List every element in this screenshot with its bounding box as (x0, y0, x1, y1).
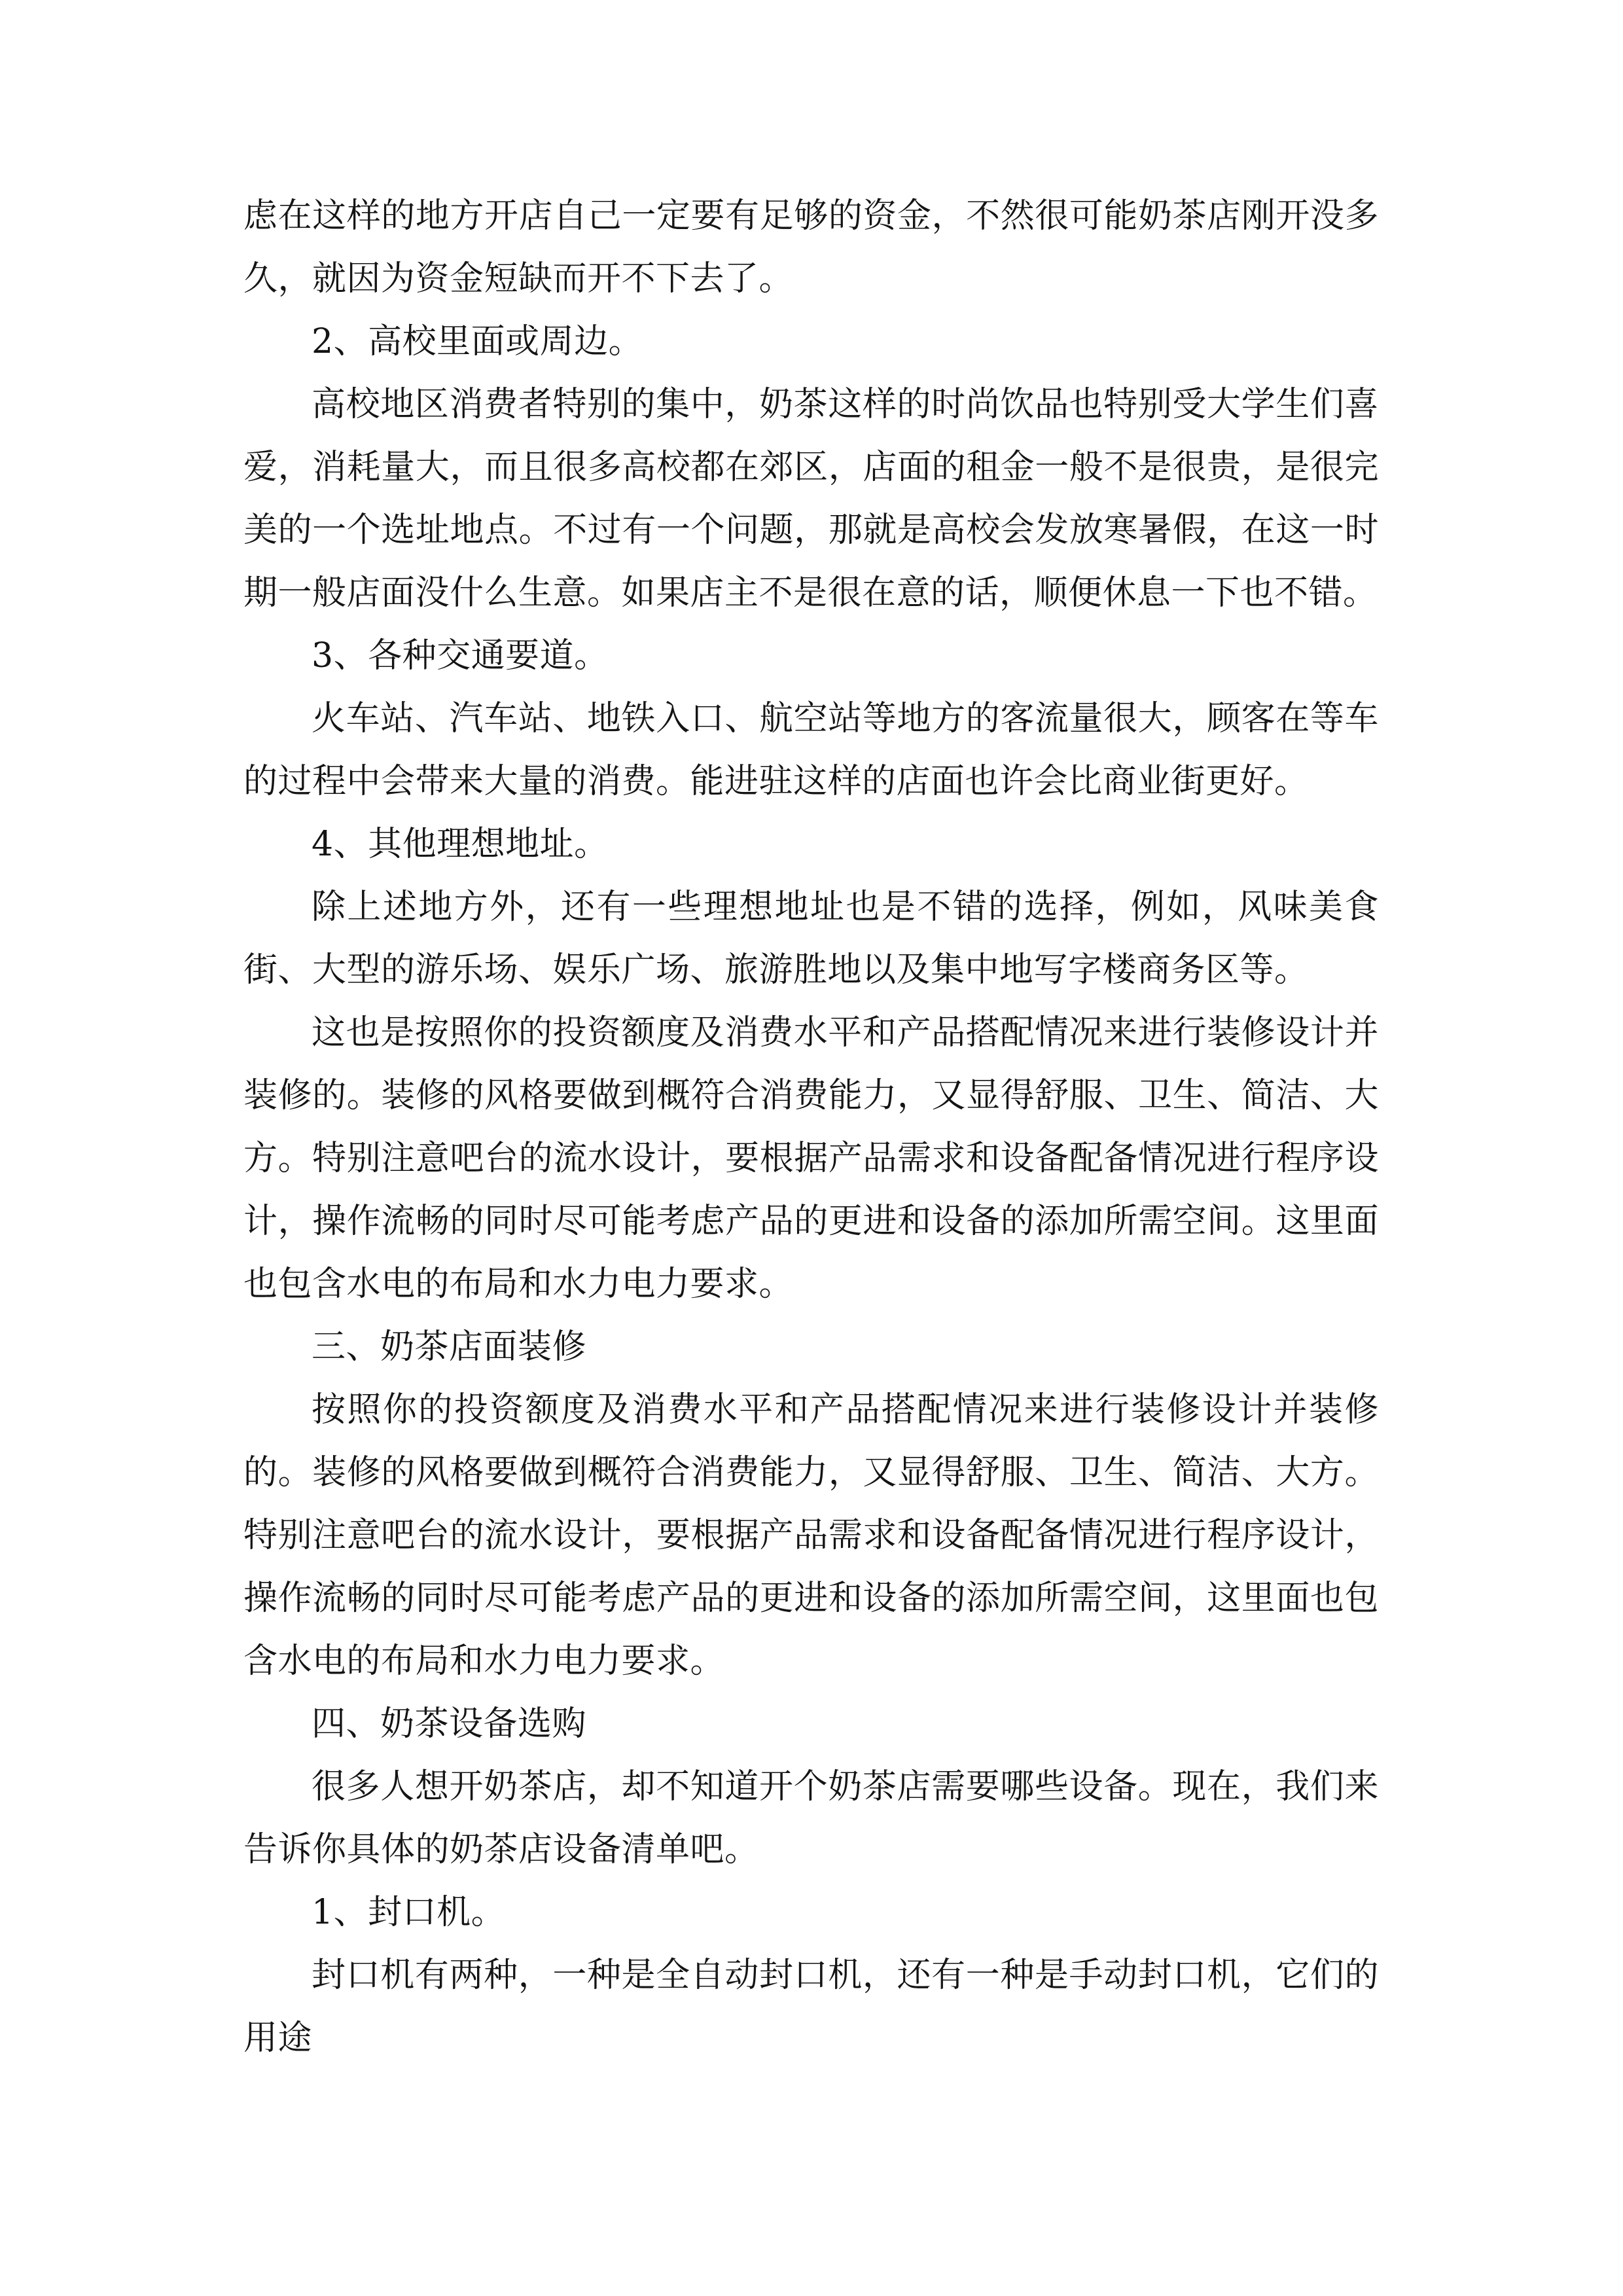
paragraph-campus: 高校地区消费者特别的集中，奶茶这样的时尚饮品也特别受大学生们喜爱，消耗量大，而且很多高校都在郊区，店面的租金一般不是很贵，是很完美的一个选址地点。不过有一个问题，那就是高校会发放寒暑假，在这一时期一般店面没什么生意。如果店主不是很在意的话，顺便休息一下也不错。 (243, 385, 1379, 613)
paragraph-decoration: 按照你的投资额度及消费水平和产品搭配情况来进行装修设计并装修的。装修的风格要做到概符合消费能力，又显得舒服、卫生、简洁、大方。特别注意吧台的流水设计，要根据产品需求和设备配备情况进行程序设计，操作流畅的同时尽可能考虑产品的更进和设备的添加所需空间，这里面也包含水电的布局和水力电力要求。 (243, 1390, 1379, 1681)
subheading-transport: 3、各种交通要道。 (312, 636, 609, 675)
paragraph-continuation: 虑在这样的地方开店自己一定要有足够的资金，不然很可能奶茶店刚开没多久，就因为资金短缺而开不下去了。 (243, 196, 1379, 298)
subheading-sealer: 1、封口机。 (312, 1893, 506, 1932)
subheading-other-locations: 4、其他理想地址。 (312, 825, 609, 864)
section-heading-equipment: 四、奶茶设备选购 (312, 1704, 587, 1744)
paragraph-sealer: 封口机有两种，一种是全自动封口机，还有一种是手动封口机，它们的用途 (243, 1956, 1379, 2058)
document-page (243, 185, 1379, 2070)
paragraph-transport: 火车站、汽车站、地铁入口、航空站等地方的客流量很大，顾客在等车的过程中会带来大量的消费。能进驻这样的店面也许会比商业街更好。 (243, 699, 1379, 801)
paragraph-decoration-intro: 这也是按照你的投资额度及消费水平和产品搭配情况来进行装修设计并装修的。装修的风格要做到概符合消费能力，又显得舒服、卫生、简洁、大方。特别注意吧台的流水设计，要根据产品需求和设备配备情况进行程序设计，操作流畅的同时尽可能考虑产品的更进和设备的添加所需空间。这里面也包含水电的布局和水力电力要求。 (243, 1013, 1379, 1304)
subheading-campus: 2、高校里面或周边。 (312, 322, 643, 361)
paragraph-other-locations: 除上述地方外，还有一些理想地址也是不错的选择，例如，风味美食街、大型的游乐场、娱乐广场、旅游胜地以及集中地写字楼商务区等。 (243, 888, 1379, 990)
section-heading-decoration: 三、奶茶店面装修 (312, 1327, 587, 1367)
paragraph-equipment-intro: 很多人想开奶茶店，却不知道开个奶茶店需要哪些设备。现在，我们来告诉你具体的奶茶店设备清单吧。 (243, 1767, 1379, 1869)
